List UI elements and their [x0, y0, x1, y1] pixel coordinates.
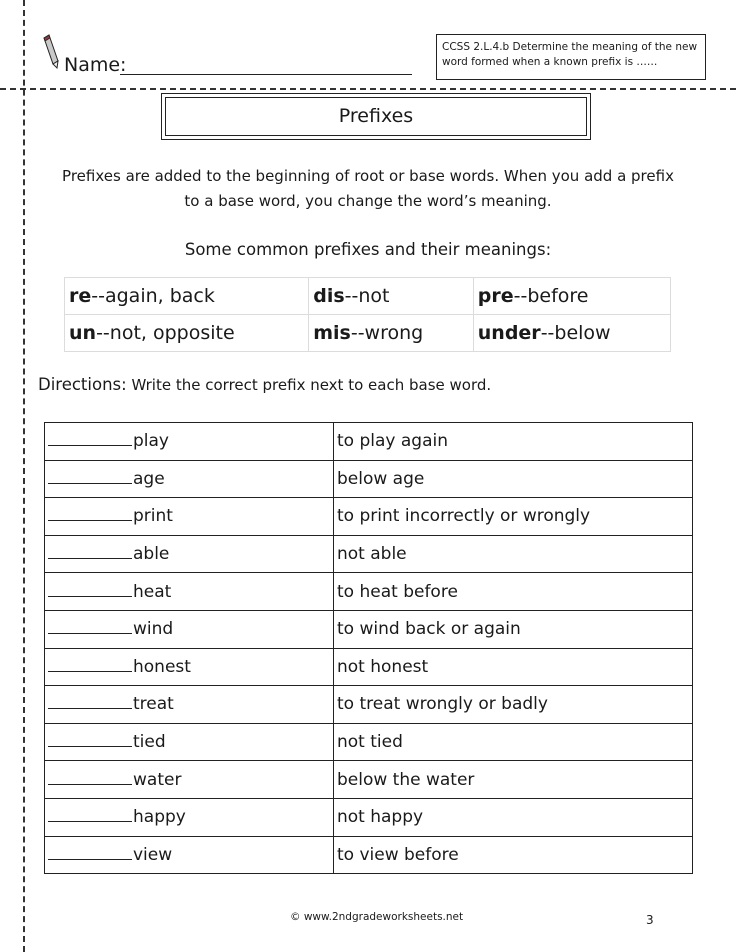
- base-word-cell: [45, 498, 334, 536]
- base-word: happy: [133, 807, 186, 828]
- base-word: able: [133, 544, 170, 565]
- left-dashed-margin-line: [23, 0, 25, 952]
- footer-credit: © www.2ndgradeworksheets.net: [290, 911, 464, 923]
- prefix-meaning: --not: [344, 285, 390, 307]
- exercise-row: [45, 498, 693, 536]
- base-word-cell: [45, 761, 334, 799]
- prefix-cell: [309, 315, 474, 352]
- exercise-row: [45, 723, 693, 761]
- definition-cell: to print incorrectly or wrongly: [334, 498, 693, 536]
- directions-text: Write the correct prefix next to each base word.: [131, 376, 492, 394]
- directions-label: Directions:: [38, 375, 127, 394]
- definition-cell: to heat before: [334, 573, 693, 611]
- base-word: print: [133, 506, 173, 527]
- base-word-cell: [45, 460, 334, 498]
- base-word-cell: [45, 686, 334, 724]
- definition-cell: to wind back or again: [334, 610, 693, 648]
- prefix-answer-blank[interactable]: [48, 619, 132, 634]
- prefix-term: mis: [313, 322, 351, 344]
- definition-cell: not happy: [334, 798, 693, 836]
- exercise-row: [45, 648, 693, 686]
- prefix-answer-blank[interactable]: [48, 469, 132, 484]
- prefix-meaning: --before: [513, 285, 589, 307]
- prefix-term: pre: [477, 285, 514, 307]
- prefix-meaning: --below: [540, 322, 611, 344]
- base-word-cell: [45, 573, 334, 611]
- base-word-cell: [45, 610, 334, 648]
- prefix-meaning: --not, opposite: [96, 322, 235, 344]
- prefix-reference-table: [64, 277, 671, 352]
- prefix-meaning: --wrong: [350, 322, 424, 344]
- definition-cell: not honest: [334, 648, 693, 686]
- standard-box: CCSS 2.L.4.b Determine the meaning of the new word formed when a known prefix is ……: [436, 34, 706, 80]
- base-word-cell: [45, 836, 334, 874]
- header-dashed-divider: [0, 88, 736, 90]
- prefix-row: [65, 278, 671, 315]
- intro-line-1: Prefixes are added to the beginning of root or base words. When you add a prefix: [62, 167, 674, 185]
- exercise-table: [44, 422, 693, 874]
- base-word: wind: [133, 619, 174, 640]
- prefix-meaning: --again, back: [91, 285, 215, 307]
- base-word-cell: [45, 648, 334, 686]
- exercise-row: [45, 460, 693, 498]
- prefix-cell: [65, 315, 309, 352]
- base-word: play: [133, 431, 169, 452]
- exercise-row: [45, 573, 693, 611]
- pencil-icon: [42, 34, 62, 70]
- prefix-row: [65, 315, 671, 352]
- base-word-cell: [45, 535, 334, 573]
- prefix-cell: [473, 315, 670, 352]
- prefix-term: un: [69, 322, 97, 344]
- exercise-row: [45, 423, 693, 461]
- base-word: tied: [133, 732, 166, 753]
- base-word-cell: [45, 423, 334, 461]
- prefix-answer-blank[interactable]: [48, 845, 132, 860]
- base-word: water: [133, 769, 182, 790]
- prefix-answer-blank[interactable]: [48, 431, 132, 446]
- prefix-answer-blank[interactable]: [48, 694, 132, 709]
- definition-cell: to play again: [334, 423, 693, 461]
- title-box: [161, 93, 591, 140]
- exercise-row: [45, 610, 693, 648]
- prefix-term: dis: [313, 285, 345, 307]
- prefix-term: re: [69, 285, 92, 307]
- base-word: treat: [133, 694, 174, 715]
- prefix-answer-blank[interactable]: [48, 807, 132, 822]
- definition-cell: to view before: [334, 836, 693, 874]
- prefix-answer-blank[interactable]: [48, 770, 132, 785]
- prefix-answer-blank[interactable]: [48, 732, 132, 747]
- prefix-cell: [309, 278, 474, 315]
- name-blank-line[interactable]: [120, 74, 412, 75]
- prefix-answer-blank[interactable]: [48, 544, 132, 559]
- definition-cell: below the water: [334, 761, 693, 799]
- base-word-cell: [45, 798, 334, 836]
- exercise-row: [45, 535, 693, 573]
- base-word: age: [133, 468, 165, 489]
- prefix-term: under: [477, 322, 541, 344]
- prefix-answer-blank[interactable]: [48, 657, 132, 672]
- definition-cell: to treat wrongly or badly: [334, 686, 693, 724]
- base-word-cell: [45, 723, 334, 761]
- definition-cell: not able: [334, 535, 693, 573]
- base-word: heat: [133, 581, 172, 602]
- base-word: view: [133, 844, 173, 865]
- prefix-cell: [65, 278, 309, 315]
- prefix-list-heading: Some common prefixes and their meanings:: [184, 240, 552, 259]
- page-title: Prefixes: [165, 97, 587, 136]
- page-number: 3: [646, 913, 654, 927]
- base-word: honest: [133, 656, 191, 677]
- directions: [38, 375, 491, 394]
- exercise-row: [45, 686, 693, 724]
- prefix-answer-blank[interactable]: [48, 506, 132, 521]
- definition-cell: not tied: [334, 723, 693, 761]
- definition-cell: below age: [334, 460, 693, 498]
- exercise-row: [45, 798, 693, 836]
- name-label: Name:: [64, 54, 127, 76]
- exercise-row: [45, 836, 693, 874]
- exercise-row: [45, 761, 693, 799]
- prefix-cell: [473, 278, 670, 315]
- prefix-answer-blank[interactable]: [48, 582, 132, 597]
- intro-line-2: to a base word, you change the word’s meaning.: [184, 192, 552, 210]
- intro-paragraph: [30, 164, 706, 214]
